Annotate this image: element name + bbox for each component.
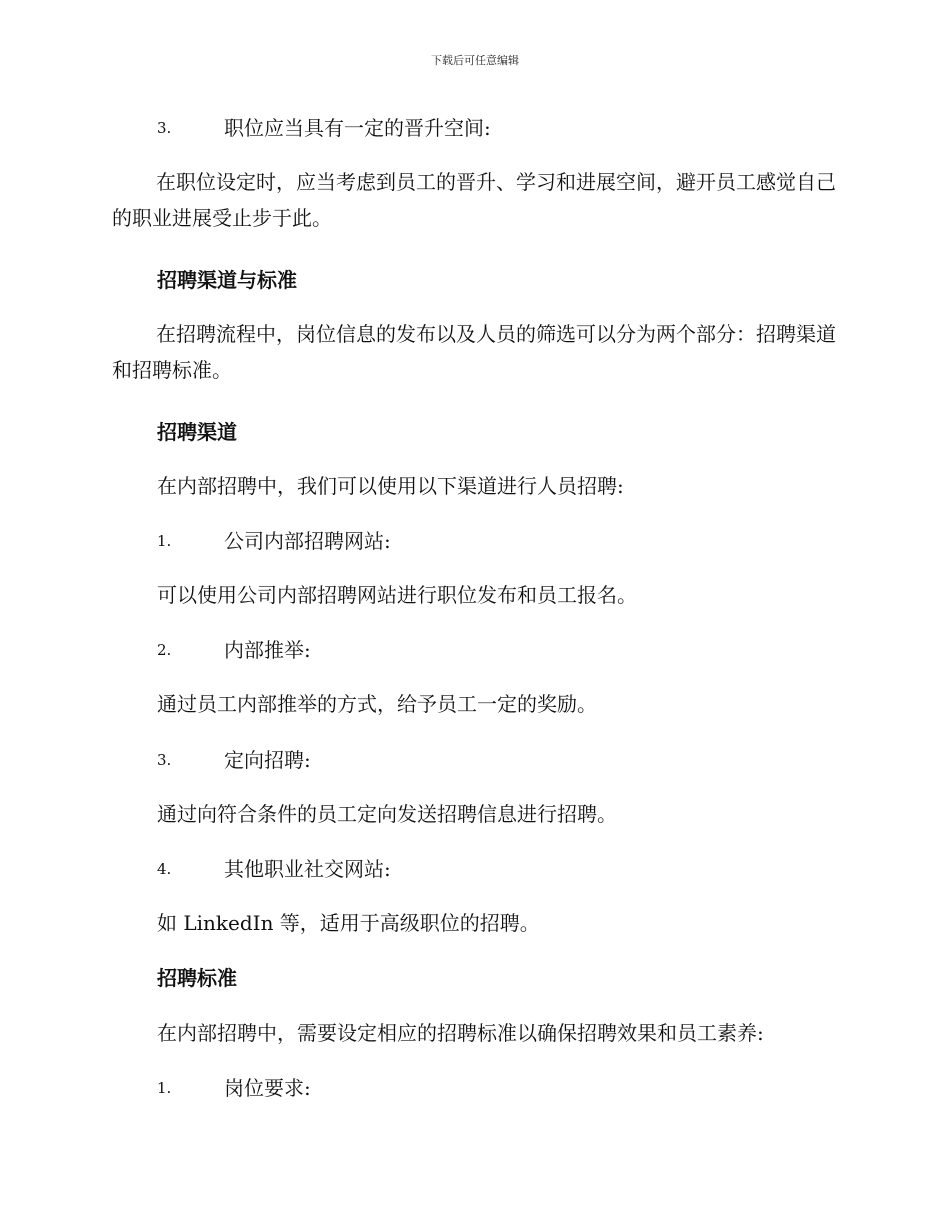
list-item-desc: 可以使用公司内部招聘网站进行职位发布和员工报名。 — [157, 583, 637, 607]
paragraph-promotion: 在职位设定时，应当考虑到员工的晋升、学习和进展空间，避开员工感觉自己的职业进展受止步于此。 — [112, 170, 836, 230]
list-item-desc: 通过员工内部推举的方式，给予员工一定的奖励。 — [157, 692, 597, 716]
list-number: 1. — [157, 1079, 172, 1097]
list-number: 1. — [157, 532, 172, 550]
list-number: 4. — [157, 860, 172, 878]
list-item-desc: 通过向符合条件的员工定向发送招聘信息进行招聘。 — [157, 802, 617, 826]
section-heading-channels-standards: 招聘渠道与标准 — [157, 268, 297, 292]
list-item-title: 其他职业社交网站: — [224, 857, 391, 881]
list-item-title: 内部推举: — [224, 638, 311, 662]
list-number: 3. — [157, 119, 172, 137]
list-number: 2. — [157, 641, 172, 659]
list-number: 3. — [157, 751, 172, 769]
page-header-note: 下载后可任意编辑 — [431, 54, 519, 67]
channels-intro: 在内部招聘中，我们可以使用以下渠道进行人员招聘: — [157, 474, 624, 498]
paragraph-recruit-process: 在招聘流程中，岗位信息的发布以及人员的筛选可以分为两个部分：招聘渠道和招聘标准。 — [112, 322, 836, 382]
list-item-title: 职位应当具有一定的晋升空间: — [224, 116, 491, 140]
section-heading-channels: 招聘渠道 — [157, 420, 237, 444]
list-item-title: 公司内部招聘网站: — [224, 529, 391, 553]
standards-intro: 在内部招聘中，需要设定相应的招聘标准以确保招聘效果和员工素养: — [157, 1021, 764, 1045]
list-item-title: 岗位要求: — [224, 1076, 311, 1100]
list-item-title: 定向招聘: — [224, 748, 311, 772]
section-heading-standards: 招聘标准 — [157, 966, 237, 990]
list-item-desc: 如 LinkedIn 等，适用于高级职位的招聘。 — [157, 911, 540, 935]
